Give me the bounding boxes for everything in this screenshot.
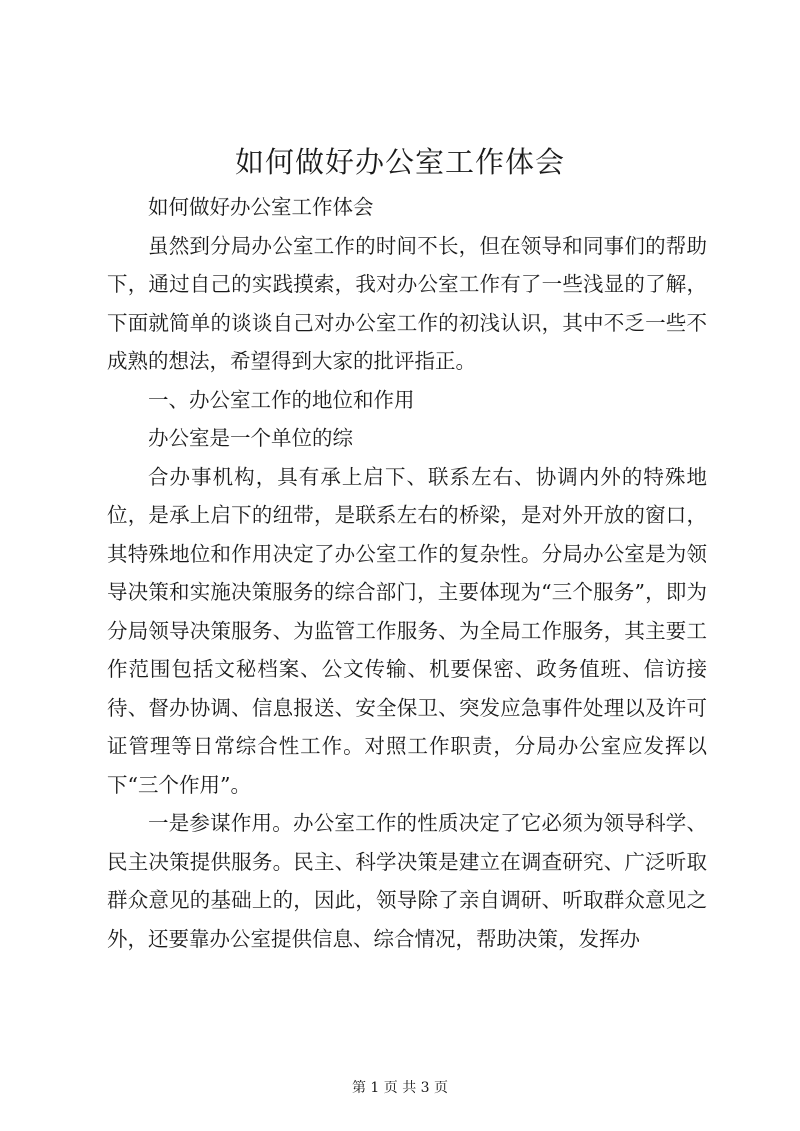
paragraph-subtitle: 如何做好办公室工作体会 [148,195,374,219]
paragraph-intro: 虽然到分局办公室工作的时间不长，但在领导和同事们的帮助下，通过自己的实践摸索，我对办公室工作有了一些浅显的了解，下面就简单的谈谈自己对办公室工作的初浅认识，其中不乏一些不成熟的想法，希望得到大家的批评指正。 [107,233,707,373]
document-body [107,188,707,958]
page-number-footer: 第 1 页 共 3 页 [351,1080,449,1096]
paragraph-office-role: 合办事机构，具有承上启下、联系左右、协调内外的特殊地位，是承上启下的纽带，是联系左右的桥梁，是对外开放的窗口，其特殊地位和作用决定了办公室工作的复杂性。分局办公室是为领导决策和实施决策服务的综合部门，主要体现为“三个服务”，即为分局领导决策服务、为监管工作服务、为全局工作服务，其主要工作范围包括文秘档案、公文传输、机要保密、政务值班、信访接待、督办协调、信息报送、安全保卫、突发应急事件处理以及许可证管理等日常综合性工作。对照工作职责，分局办公室应发挥以下“三个作用”。 [107,464,707,797]
document-title: 如何做好办公室工作体会 [234,145,565,179]
paragraph-fragment: 办公室是一个单位的综 [148,426,353,450]
section-heading: 一、办公室工作的地位和作用 [148,387,415,412]
paragraph-advisory-role: 一是参谋作用。办公室工作的性质决定了它必须为领导科学、民主决策提供服务。民主、科学决策是建立在调查研究、广泛听取群众意见的基础上的，因此，领导除了亲自调研、听取群众意见之外，还要靠办公室提供信息、综合情况，帮助决策，发挥办 [107,811,707,951]
